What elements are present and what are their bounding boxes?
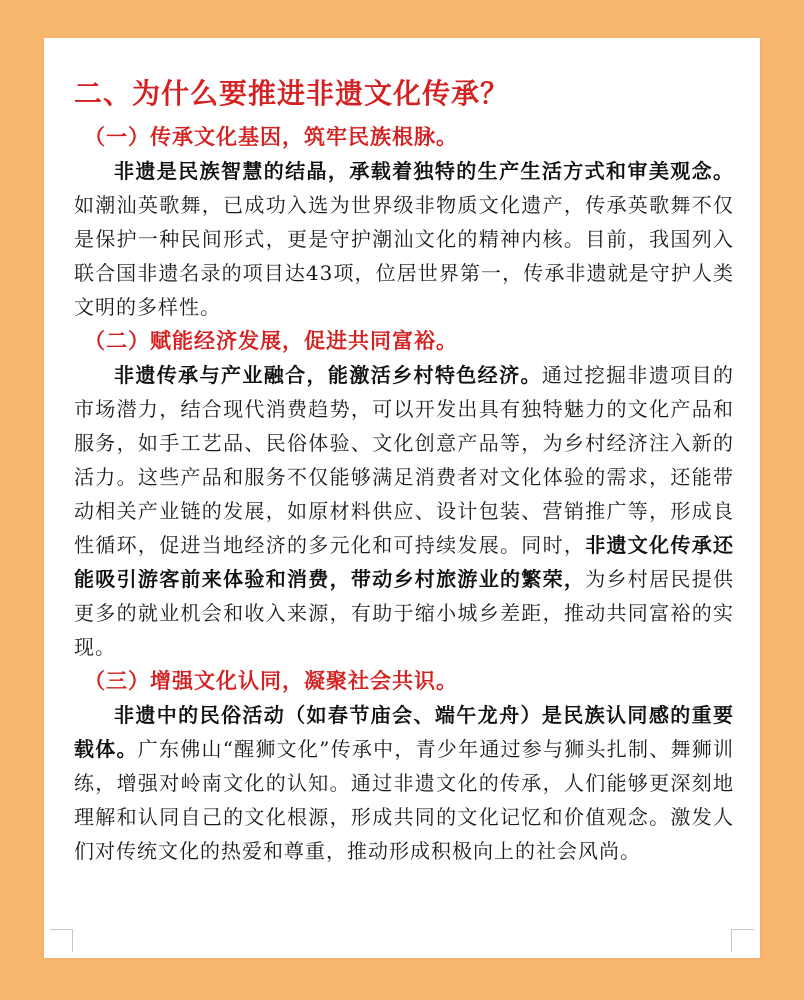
bold-text: 非遗文化传承还能吸引游客前来体验和消费，带动乡村旅游业的繁荣， xyxy=(74,533,735,591)
document-content xyxy=(74,70,734,868)
bold-text: 非遗传承与产业融合，能激活乡村特色经济。 xyxy=(114,363,542,387)
body-text: 为乡村居民提供更多的就业机会和收入来源，有助于缩小城乡差距，推动共同富裕的实现。 xyxy=(74,567,735,659)
body-text: 广东佛山“醒狮文化”传承中，青少年通过参与狮头扎制、舞狮训练，增强对岭南文化的认知。通过非遗文化的传承，人们能够更深刻地理解和认同自己的文化根源，形成共同的文化记忆和价值观念。激发人们对传统文化的热爱和尊重，推动形成积极向上的社会风尚。 xyxy=(74,737,734,863)
section-paragraph-3 xyxy=(74,698,734,868)
bold-text: 非遗中的民俗活动（如春节庙会、端午龙舟）是民族认同感的重要载体。 xyxy=(74,703,734,761)
page-corner-mark-left xyxy=(50,929,73,952)
section-paragraph-2 xyxy=(74,358,734,664)
body-text: 如潮汕英歌舞，已成功入选为世界级非物质文化遗产，传承英歌舞不仅是保护一种民间形式，更是守护潮汕文化的精神内核。目前，我国列入联合国非遗名录的项目达43项，位居世界第一，传承非遗就是守护人类文明的多样性。 xyxy=(74,193,734,319)
bold-text: 非遗是民族智慧的结晶，承载着独特的生产生活方式和审美观念。 xyxy=(114,159,734,183)
section-paragraph-1 xyxy=(74,154,734,324)
section-heading-1: （一）传承文化基因，筑牢民族根脉。 xyxy=(84,124,458,149)
section-heading-3: （三）增强文化认同，凝聚社会共识。 xyxy=(84,668,458,693)
page-corner-mark-right xyxy=(731,929,754,952)
document-page xyxy=(44,38,760,958)
section-heading-2: （二）赋能经济发展，促进共同富裕。 xyxy=(84,328,458,353)
page-title: 二、为什么要推进非遗文化传承？ xyxy=(74,77,510,110)
body-text: 通过挖掘非遗项目的市场潜力，结合现代消费趋势，可以开发出具有独特魅力的文化产品和服务，如手工艺品、民俗体验、文化创意产品等，为乡村经济注入新的活力。这些产品和服务不仅能够满足消费者对文化体验的需求，还能带动相关产业链的发展，如原材料供应、设计包装、营销推广等，形成良性循环，促进当地经济的多元化和可持续发展。同时， xyxy=(74,363,735,557)
